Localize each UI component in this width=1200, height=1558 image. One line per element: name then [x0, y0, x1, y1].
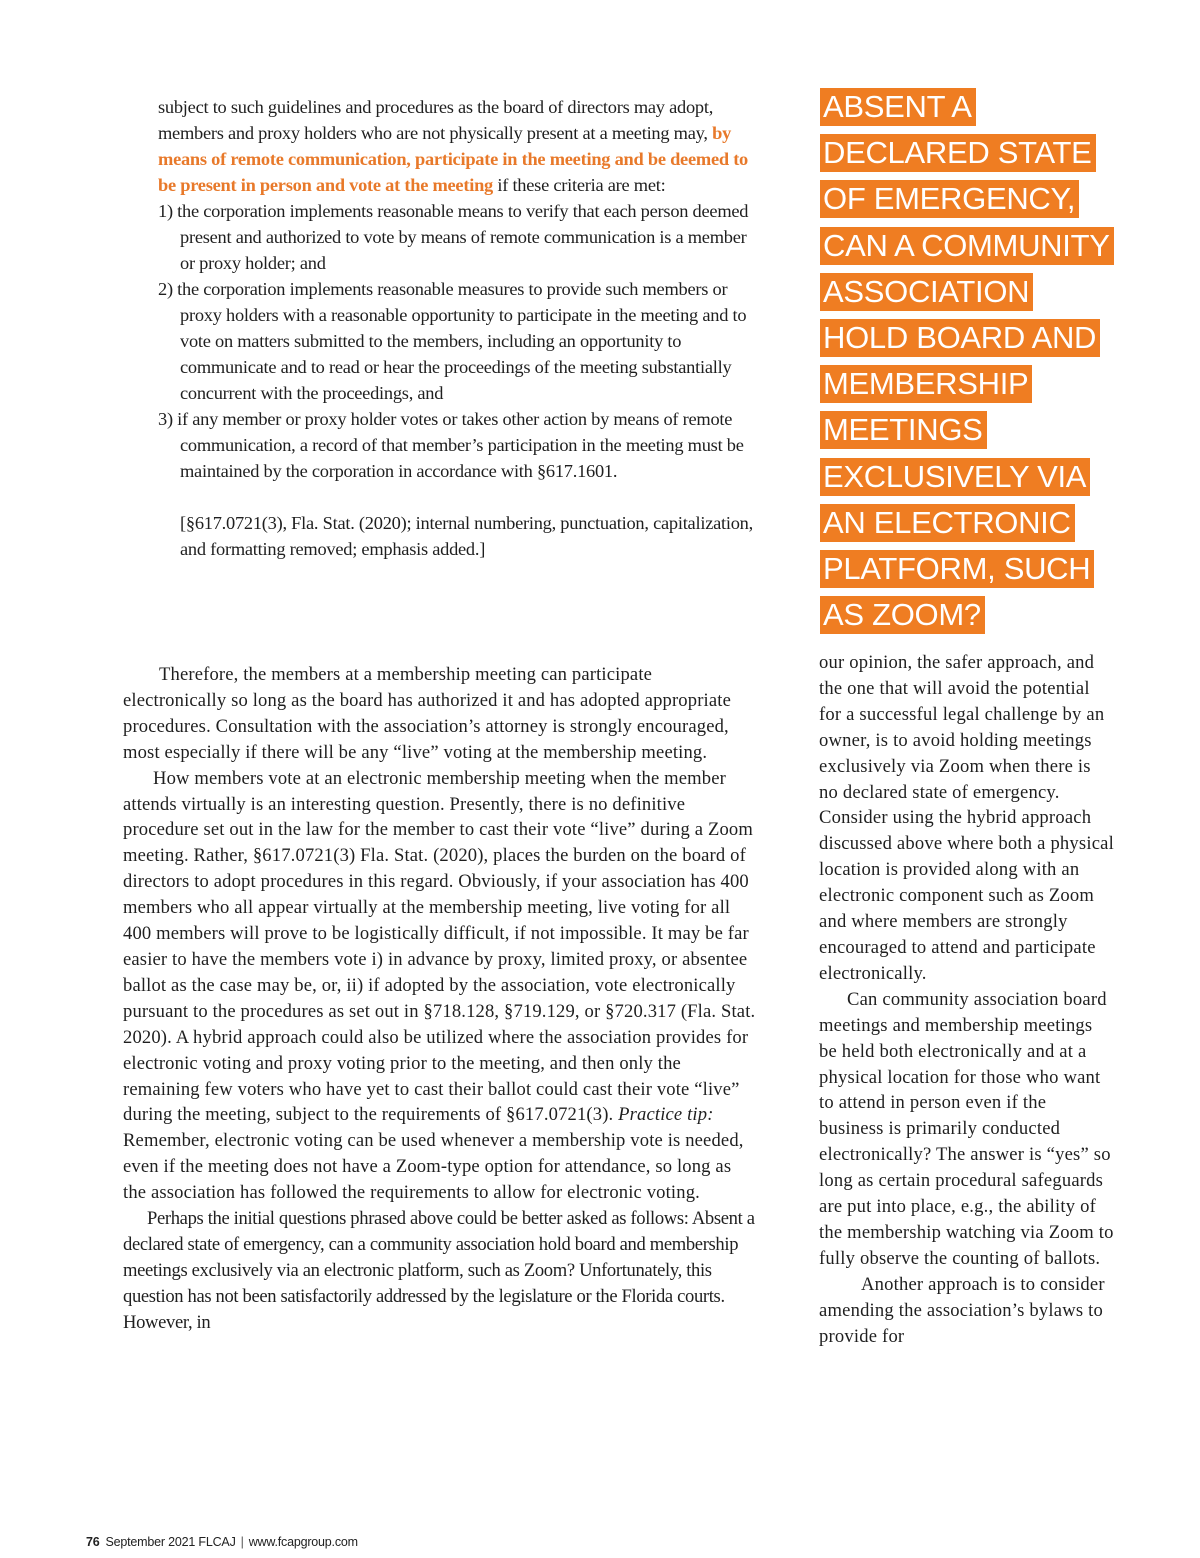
- criteria-item: 1) the corporation implements reasonable means to verify that each person deemed present and authorized to vote by means of remote communication is a member or proxy holder; and: [158, 201, 749, 273]
- pull-quote-line: HOLD BOARD AND: [820, 319, 1100, 357]
- quote-intro-after: if these criteria are met:: [493, 175, 666, 195]
- pull-quote-line: MEMBERSHIP: [820, 365, 1032, 403]
- pull-quote-line: DECLARED STATE: [820, 134, 1096, 172]
- criteria-item: 2) the corporation implements reasonable measures to provide such members or proxy holders with a reasonable opportunity to participate in the meeting and to vote on matters submitted to the members, including an opportunity to communicate and to read or hear the proceedings of the meeting substantially concurrent with the proceedings, and: [158, 279, 747, 403]
- pull-quote-line: AS ZOOM?: [820, 596, 985, 634]
- body-paragraph: Therefore, the members at a membership meeting can participate electronically so long as the board has authorized it and has adopted appropriate procedures. Consultation with the association’s attorney is strongly encouraged, most especially if there will be any “live” voting at the membership meeting.: [123, 664, 731, 763]
- body-text: How members vote at an electronic membership meeting when the member attends virtually is an interesting question. Presently, there is no definitive procedure set out in the law for the member to cast their vote “live” during a Zoom meeting. Rather, §617.0721(3) Fla. Stat. (2020), places the burden on the board of directors to adopt procedures in this regard. Obviously, if your association has 400 members who all appear virtually at the membership meeting, live voting for all 400 members will prove to be logistically difficult, if not impossible. It may be far easier to have the members vote i) in advance by proxy, limited proxy, or absentee ballot as the case may be, or, ii) if adopted by the association, vote electronically pursuant to the procedures as set out in §718.128, §719.129, or §720.317 (Fla. Stat. 2020). A hybrid approach could also be utilized where the association provides for electronic voting and proxy voting prior to the meeting, and then only the remaining few voters who have yet to cast their ballot could cast their vote “live” during the meeting, subject to the requirements of §617.0721(3).: [123, 767, 756, 1126]
- page-number: 76: [86, 1535, 100, 1549]
- quote-emphasis: by means of remote communication, participate in the meeting and be deemed to be present in person and vote at the meeting: [158, 123, 749, 195]
- practice-tip-label: Practice tip:: [618, 1104, 714, 1126]
- body-paragraph: [123, 766, 758, 1206]
- body-paragraph: our opinion, the safer approach, and the one that will avoid the potential for a successful legal challenge by an owner, is to avoid holding meetings exclusively via Zoom when there is no declared state of emergency. Consider using the hybrid approach discussed above where both a physical location is provided along with an electronic component such as Zoom and where members are strongly encouraged to attend and participate electronically.: [819, 652, 1115, 984]
- statute-citation: [§617.0721(3), Fla. Stat. (2020); internal numbering, punctuation, capitalization, and formatting removed; emphasis added.]: [180, 513, 753, 559]
- criteria-list: [158, 198, 763, 484]
- issue-label: September 2021 FLCAJ: [105, 1535, 236, 1549]
- website-link[interactable]: www.fcapgroup.com: [248, 1535, 358, 1549]
- criteria-item: 3) if any member or proxy holder votes or takes other action by means of remote communication, a record of that member’s participation in the meeting must be maintained by the corporation in accordance with §617.1601.: [158, 409, 744, 481]
- pull-quote-line: OF EMERGENCY,: [820, 180, 1079, 218]
- body-paragraph: Can community association board meetings and membership meetings be held both electronically and at a physical location for those who want to attend in person even if the business is primarily conducted electronically? The answer is “yes” so long as certain procedural safeguards are put into place, e.g., the ability of the membership watching via Zoom to fully observe the counting of ballots.: [819, 988, 1114, 1269]
- statute-quote: [158, 94, 763, 562]
- body-paragraph: Perhaps the initial questions phrased above could be better asked as follows: Absent a declared state of emergency, can a community association hold board and membership meetings exclusively via an electronic platform, such as Zoom? Unfortunately, this question has not been satisfactorily addressed by the legislature or the Florida courts. However, in: [123, 1208, 755, 1333]
- pull-quote-line: CAN A COMMUNITY: [820, 227, 1114, 265]
- article-body-left: [123, 662, 758, 1336]
- pull-quote: [820, 85, 1120, 639]
- body-paragraph: Another approach is to consider amending the association’s bylaws to provide for: [819, 1273, 1105, 1347]
- article-body-right: [819, 650, 1114, 1349]
- pull-quote-line: ABSENT A: [820, 88, 976, 126]
- quote-intro: [158, 94, 763, 198]
- pull-quote-line: EXCLUSIVELY VIA: [820, 458, 1090, 496]
- page-footer: [86, 1535, 358, 1549]
- pull-quote-line: MEETINGS: [820, 411, 987, 449]
- body-text: Remember, electronic voting can be used whenever a membership vote is needed, even if the meeting does not have a Zoom-type option for attendance, so long as the association has followed the requirements to allow for electronic voting.: [123, 1130, 744, 1204]
- pull-quote-line: PLATFORM, SUCH: [820, 550, 1094, 588]
- pull-quote-line: AN ELECTRONIC: [820, 504, 1075, 542]
- quote-intro-text: subject to such guidelines and procedures as the board of directors may adopt, members and proxy holders who are not physically present at a meeting may,: [158, 97, 714, 143]
- footer-separator: |: [240, 1535, 244, 1549]
- pull-quote-line: ASSOCIATION: [820, 273, 1033, 311]
